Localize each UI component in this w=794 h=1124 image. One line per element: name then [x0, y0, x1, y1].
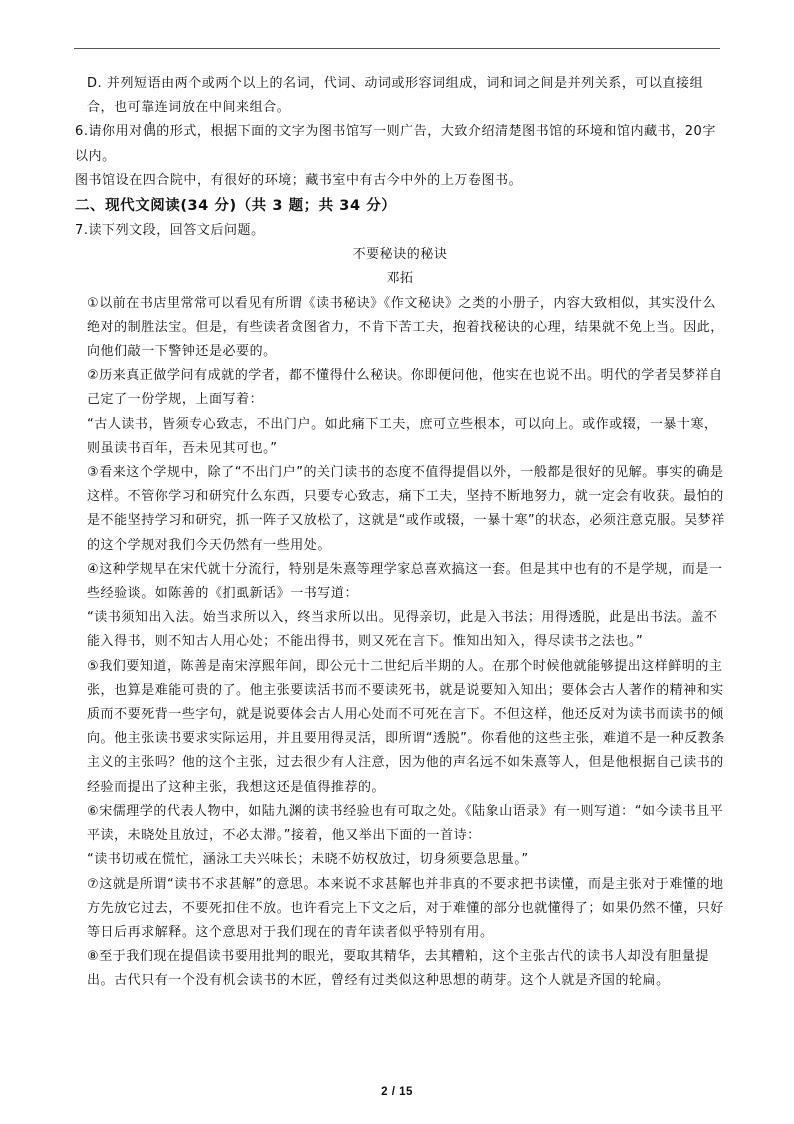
article-paragraph-8: ⑧至于我们现在提倡读书要用批判的眼光，要取其精华，去其糟粕，这个主张古代的读书人却没有胆量提出。古代只有一个没有机会读书的木匠，曾经有过类似这种思想的萌芽。这个人就是齐国的轮扁。: [87, 949, 709, 989]
article-paragraph-1: ①以前在书店里常常可以看见有所谓《读书秘诀》《作文秘诀》之类的小册子，内容大致相似，其实没什么绝对的制胜法宝。但是，有些读者贪图省力，不肯下苦工夫，抱着找秘诀的心理，结果就不免上当。因此，向他们敲一下警钟还是必要的。: [87, 295, 724, 360]
question-6-material: 图书馆设在四合院中，有很好的环境；藏书室中有古今中外的上万卷图书。: [75, 172, 523, 188]
article-quote-1: “古人读书，皆须专心致志，不出门户。如此痛下工夫，庶可立些根本，可以向上。或作或辍，一暴十寒，则虽读书百年，吾未见其可也。”: [87, 416, 718, 456]
question-7: 7.读下列文段，回答文后问题。: [75, 223, 265, 239]
article-paragraph-4: ④这种学规早在宋代就十分流行，特别是朱熹等理学家总喜欢搞这一套。但是其中也有的不是学规，而是一些经验谈。如陈善的《扪虱新话》一书写道：: [87, 561, 723, 602]
emphasis-char: 偶: [142, 124, 157, 140]
document-body: [75, 72, 725, 994]
article-paragraph-5: ⑤我们要知道，陈善是南宋淳熙年间，即公元十二世纪后半期的人。在那个时候他就能够提出这样鲜明的主张，也算是难能可贵的了。他主张要读活书而不要读死书，就是说要知入知出；要体会古人著作的精神和实质而不要死背一些字句，就是说要体会古人用心处而不可死在言下。不但这样，他还反对为读书而读书的倾向。他主张读书要求实际运用，并且要用得灵活，即所谓“透脱”。你看他的这些主张，难道不是一种反教条主义的主张吗？他的这个主张，过去很少有人注意，因为他的声名远不如朱熹等人，但是他根据自己读书的经验而提出了这种主张，我想这还是值得推荐的。: [87, 658, 725, 795]
article-paragraph-2: ②历来真正做学问有成就的学者，都不懂得什么秘诀。你即便问他，他实在也说不出。明代的学者吴梦祥自己定了一份学规，上面写着：: [87, 368, 723, 408]
article-paragraph-7: ⑦这就是所谓“读书不求甚解”的意思。本来说不求甚解也并非真的不要求把书读懂，而是主张对于难懂的地方先放它过去，不要死扣住不放。也许看完上下文之后，对于难懂的部分也就懂得了；如果仍然不懂，只好等日后再求解释。这个意思对于我们现在的青年读者似乎特别有用。: [87, 876, 724, 940]
article-quote-3: “读书切戒在慌忙，涵泳工夫兴味长；未晓不妨权放过，切身须要急思量。”: [87, 852, 529, 868]
question-6: 6.请你用对偶的形式，根据下面的文字为图书馆写一则广告，大致介绍清楚图书馆的环境和馆内藏书，20字以内。: [75, 124, 716, 164]
option-d: D. 并列短语由两个或两个以上的名词，代词、动词或形容词组成，词和词之间是并列关系，可以直接组合，也可靠连词放在中间来组合。: [87, 76, 704, 116]
article-paragraph-3: ③看来这个学规中，除了“不出门户”的关门读书的态度不值得提倡以外，一般都是很好的见解。事实的确是这样。不管你学习和研究什么东西，只要专心致志，痛下工夫，坚持不断地努力，就一定会有收获。最怕的是不能坚持学习和研究，抓一阵子又放松了，这就是“或作或辍，一暴十寒”的状态，必须注意克服。吴梦祥的这个学规对我们今天仍然有一些用处。: [87, 465, 725, 553]
article-title: 不要秘诀的秘诀: [352, 247, 448, 263]
page-number: 2 / 15: [381, 1086, 413, 1098]
section-heading: 二、现代文阅读(34 分)（共 3 题；共 34 分）: [75, 198, 397, 215]
article-author: 邓拓: [386, 271, 414, 287]
header-rule: [74, 48, 720, 49]
article-quote-2: “读书须知出入法。始当求所以入，终当求所以出。见得亲切，此是入书法；用得透脱，此是出书法。盖不能入得书，则不知古人用心处；不能出得书，则又死在言下。惟知出知入，得尽读书之法也。”: [87, 610, 718, 650]
article-paragraph-6: ⑥宋儒理学的代表人物中，如陆九渊的读书经验也有可取之处。《陆象山语录》有一则写道：“如今读书且平平读，未晓处且放过，不必太滞。”接着，他又举出下面的一首诗：: [87, 803, 724, 844]
